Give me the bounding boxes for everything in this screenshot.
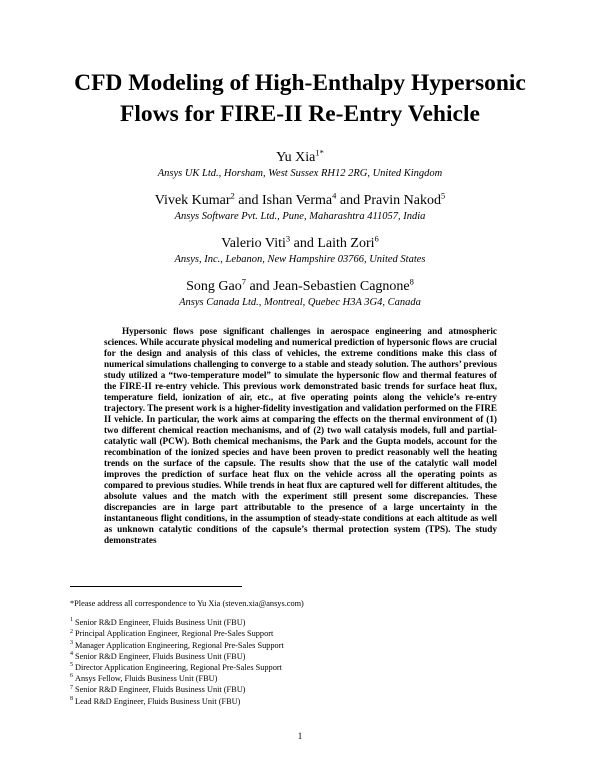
author-line-2 — [40, 190, 560, 209]
author-superscript: 6 — [374, 233, 379, 244]
affiliation-2: Ansys Software Pvt. Ltd., Pune, Maharashtra 411057, India — [174, 211, 426, 222]
affiliation-1: Ansys UK Ltd., Horsham, West Sussex RH12 2RG, United Kingdom — [157, 168, 443, 179]
footnote — [70, 696, 530, 707]
affiliation-4: Ansys Canada Ltd., Montreal, Quebec H3A 3G4, Canada — [179, 297, 421, 308]
footnote-number: 8 — [70, 695, 73, 702]
author-name: Jean-Sebastien Cagnone — [273, 279, 410, 294]
author-superscript: 2 — [230, 190, 235, 201]
footnote-text: Lead R&D Engineer, Fluids Business Unit (FBU) — [75, 696, 241, 706]
page-number: 1 — [297, 731, 303, 741]
footnote-text: Principal Application Engineer, Regional Pre-Sales Support — [75, 629, 274, 639]
author-connector: and — [293, 236, 314, 251]
footnote-text: Senior R&D Engineer, Fluids Business Unit (FBU) — [75, 685, 246, 695]
author-name: Yu Xia — [276, 150, 316, 165]
title-line-1: CFD Modeling of High-Enthalpy Hypersonic — [74, 70, 526, 96]
footnote — [70, 684, 530, 695]
footnote — [70, 628, 530, 639]
footnote-text: Ansys Fellow, Fluids Business Unit (FBU) — [75, 674, 218, 684]
author-superscript: 3 — [285, 233, 291, 244]
footnote-number: 5 — [70, 662, 73, 669]
author-name: Laith Zori — [317, 236, 375, 251]
footnote — [70, 673, 530, 684]
footnote — [70, 640, 530, 651]
footnote — [70, 617, 530, 628]
footnote-number: 2 — [70, 628, 73, 635]
abstract: Hypersonic flows pose significant challenges in aerospace engineering and atmospheric sciences. While accurate physical modeling and numerical prediction of hypersonic flows are crucial for the design and analysis of this class of vehicles, the extreme conditions make this class of numerical simulations challenging to converge to a stable and steady solution. The authors’ previous study utilized a “two-temperature model” to simulate the hypersonic flow and thermal features of the FIRE-II re-entry vehicle. This previous work demonstrated basic trends for surface heat flux, temperature field, ionization of air, etc., at five operating points along the vehicle’s re-entry trajectory. The present work is a higher-fidelity investigation and validation performed on the FIRE II vehicle. In particular, the work aims at comparing the effects on the thermal environment of (1) two different chemical reaction mechanisms, and of (2) two wall catalysis models, full and partial-catalytic wall (PCW). Both chemical mechanisms, the Park and the Gupta models, account for the recombination of the ionized species and have been proven to predict reasonably well the heating trends on the surface of the capsule. The results show that the use of the catalytic wall model improves the prediction of surface heat flux on the vehicle across all the operating points as compared to previous studies. While trends in heat flux are captured well for different altitudes, the absolute values and the match with the experiment still present some discrepancies. These discrepancies are in large part attributable to the presence of a large uncertainty in the instantaneous flight conditions, in the assumption of steady-state conditions at each altitude as well as unknown catalytic conditions of the capsule’s thermal protection system (TPS). The study demonstrates — [104, 326, 497, 546]
footnote-number: 4 — [70, 651, 73, 658]
footnote-text: Senior R&D Engineer, Fluids Business Unit (FBU) — [75, 651, 246, 661]
author-line-1 — [40, 147, 560, 166]
footnote — [70, 662, 530, 673]
author-superscript: 8 — [409, 276, 414, 287]
paper-title — [40, 68, 560, 130]
author-superscript: 4 — [332, 190, 337, 201]
author-superscript: 1* — [315, 147, 324, 158]
correspondence-footnote: *Please address all correspondence to Yu Xia (steven.xia@ansys.com) — [70, 599, 304, 608]
author-name: Valerio Viti — [221, 236, 286, 251]
author-connector: and — [238, 193, 259, 208]
footnote-text: Director Application Engineering, Regional Pre-Sales Support — [75, 663, 282, 673]
footnotes — [70, 598, 530, 707]
author-line-3 — [40, 233, 560, 252]
author-superscript: 5 — [440, 190, 446, 201]
author-name: Pravin Nakod — [363, 193, 441, 208]
footnote-number: 3 — [70, 639, 73, 646]
footnote-divider — [70, 586, 242, 587]
footnote-number: 1 — [70, 617, 73, 624]
footnote-number: 6 — [70, 673, 73, 680]
footnote-text: Senior R&D Engineer, Fluids Business Unit (FBU) — [75, 618, 246, 628]
author-name: Ishan Verma — [262, 193, 333, 208]
author-connector: and — [339, 193, 361, 208]
author-name: Vivek Kumar — [154, 193, 231, 208]
footnote-number: 7 — [70, 684, 73, 691]
author-connector: and — [249, 279, 270, 294]
footnote — [70, 651, 530, 662]
author-name: Song Gao — [186, 279, 242, 294]
footnote-text: Manager Application Engineering, Regional Pre-Sales Support — [75, 640, 284, 650]
author-superscript: 7 — [241, 276, 246, 287]
affiliation-3: Ansys, Inc., Lebanon, New Hampshire 03766, United States — [174, 254, 426, 265]
title-line-2: Flows for FIRE-II Re-Entry Vehicle — [120, 101, 480, 127]
author-line-4 — [40, 276, 560, 295]
